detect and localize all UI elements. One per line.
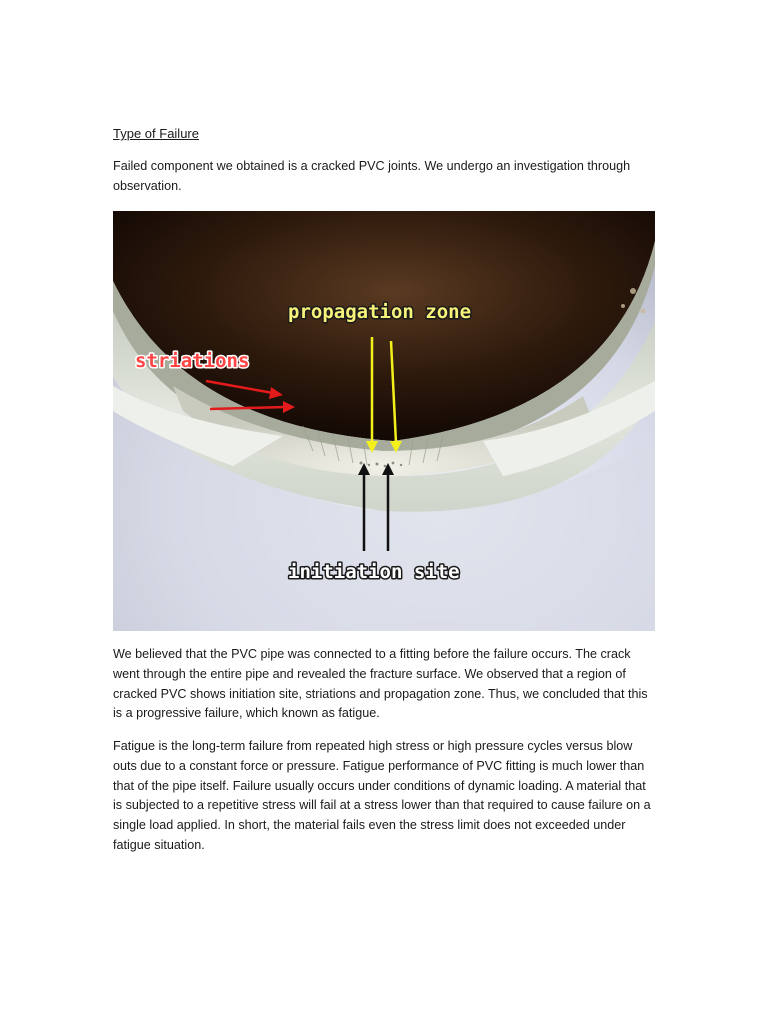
fracture-photo [113, 211, 655, 631]
propagation-zone-label: propagation zone [288, 301, 472, 323]
intro-paragraph: Failed component we obtained is a cracked PVC joints. We undergo an investigation through observation. [113, 159, 631, 193]
observation-paragraph: We believed that the PVC pipe was connected to a fitting before the failure occurs. The crack went through the entire pipe and revealed the fracture surface. We observed that a region of cracked PVC shows initiation site, striations and propagation zone. Thus, we concluded that this is a progressive failure, which known as fatigue. [113, 647, 648, 721]
section-heading: Type of Failure [113, 126, 199, 141]
initiation-site-label: initiation site [288, 561, 460, 583]
fatigue-paragraph: Fatigue is the long-term failure from repeated high stress or high pressure cycles versus blow outs due to a constant force or pressure. Fatigue performance of PVC fitting is much lower than that of the pipe itself. Failure usually occurs under conditions of dynamic loading. A material that is subjected to a repetitive stress will fail at a stress lower than that required to cause failure on a single load applied. In short, the material fails even the stress limit does not exceeded under fatigue situation. [113, 739, 651, 852]
striations-label: striations [135, 350, 250, 372]
